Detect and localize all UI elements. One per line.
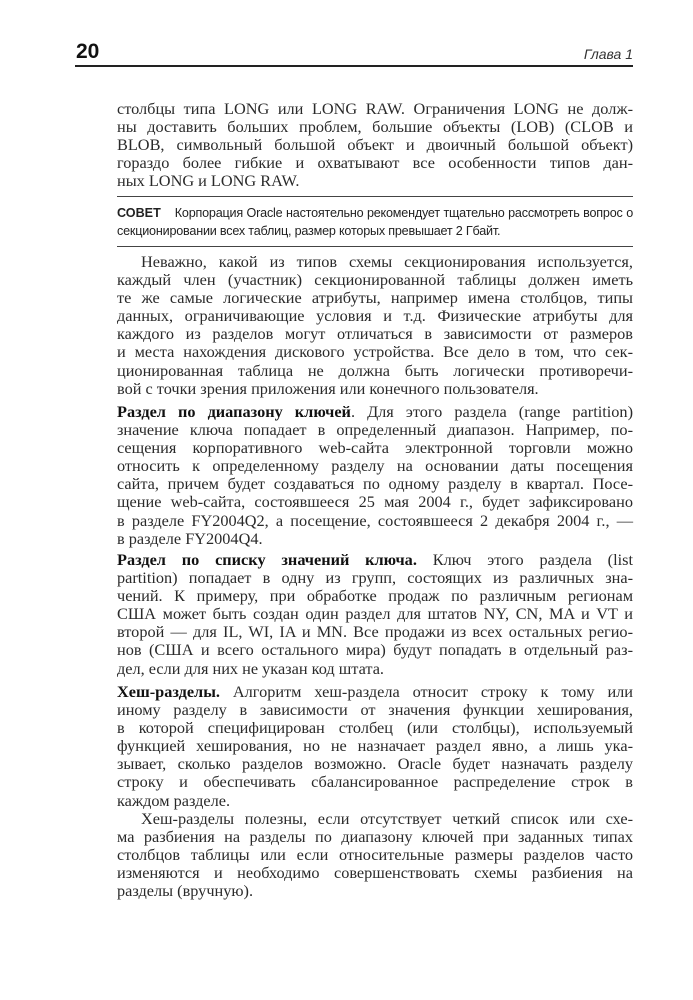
tip-top-rule (117, 196, 633, 197)
text-line: столбцы типа LONG или LONG RAW. Ограничения LONG не долж- (117, 99, 633, 118)
tip-bottom-rule (117, 246, 633, 247)
tip-box (117, 204, 633, 240)
text-line: относить к определенному разделу на основании даты посещения (117, 456, 633, 476)
text-line (117, 403, 633, 421)
text-line: сайта, причем будет создаваться по одному разделу в квартал. Посе- (117, 474, 633, 494)
paragraph-list-partition (117, 551, 633, 678)
paragraph-lob (117, 100, 633, 190)
text-line: Неважно, какой из типов схемы секционирования используется, (141, 252, 633, 271)
tip-line-1 (117, 204, 633, 222)
run-in-heading: Хеш-разделы. (117, 682, 220, 701)
text-line: иному разделу в зависимости от значения функции хеширования, (117, 700, 633, 720)
text-line: каждого из разделов могут отличаться в зависимости от размеров (117, 324, 633, 344)
text-line: ма разбиения на разделы по диапазону ключей при заданных типах (117, 827, 633, 847)
tip-line-2: секционировании всех таблиц, размер которых превышает 2 Гбайт. (117, 224, 501, 238)
paragraph-hash-usage (117, 810, 633, 900)
text-line: зывает, сколько разделов возможно. Oracle будет назначать разделу (117, 754, 633, 774)
text-line: ных LONG и LONG RAW. (117, 171, 300, 191)
text-line: ционированная таблица не должна быть логически противоречи- (117, 360, 633, 380)
text-line (117, 551, 633, 569)
header-rule (75, 65, 633, 67)
text-line: разделы (вручную). (117, 881, 254, 901)
run-in-heading: Раздел по списку значений ключа. (117, 550, 417, 569)
text-line: гораздо более гибкие и охватывают все особенности типов дан- (117, 153, 633, 173)
text-line: столбцов таблицы или если относительные размеры разделов часто (117, 845, 633, 865)
page-number: 20 (76, 40, 100, 63)
text-line: в разделе FY2004Q4. (117, 528, 263, 548)
tip-label: СОВЕТ (117, 206, 161, 220)
text-line: значение ключа попадает в определенный диапазон. Например, по- (117, 420, 633, 440)
text-line: partition) попадает в одну из групп, состоящих из различных зна- (117, 568, 633, 588)
text-line: второй — для IL, WI, IA и MN. Все продажи из всех остальных регио- (117, 622, 633, 642)
text-line: каждый член (участник) секционированной таблицы должен иметь (117, 270, 633, 290)
text-line: вой с точки зрения приложения или конечного пользователя. (117, 378, 539, 398)
text-line: каждом разделе. (117, 790, 231, 810)
text-run: Алгоритм хеш-раздела относит строку к тому или (219, 682, 633, 701)
text-line: щение web-сайта, состоявшееся 25 мая 2004 г., будет зафиксировано (117, 492, 633, 512)
text-line: изменяются и необходимо совершенствовать схемы разбиения на (117, 863, 633, 883)
text-line: функцией хеширования, но не назначает раздел явно, а лишь ука- (117, 736, 633, 756)
text-line: США может быть создан один раздел для штатов NY, CN, MA и VT и (117, 604, 633, 624)
chapter-title: Глава 1 (583, 46, 633, 62)
text-run: Ключ этого раздела (list (416, 550, 633, 569)
text-line: те же самые логические атрибуты, например имена столбцов, типы (117, 288, 633, 308)
text-line: данных, ограничивающие условия и т.д. Физические атрибуты для (117, 306, 633, 326)
text-line: BLOB, символьный большой объект и двоичный большой объект) (117, 135, 633, 155)
text-line: сещения корпоративного web-сайта электронной торговли можно (117, 438, 633, 458)
text-line: в которой специфицирован столбец (или столбцы), используемый (117, 718, 633, 738)
text-line: дел, если для них не указан код штата. (117, 658, 385, 678)
text-line (117, 683, 633, 701)
text-line: нов (США и всего остального мира) будут попадать в отдельный раз- (117, 640, 633, 660)
text-line: и места нахождения дискового устройства. Все дело в том, что сек- (117, 342, 633, 362)
text-line: в разделе FY2004Q2, а посещение, состоявшееся 2 декабря 2004 г., — (117, 510, 633, 530)
text-line: ны доставить больших проблем, большие объекты (LOB) (CLOB и (117, 117, 633, 137)
paragraph-partition-attributes (117, 253, 633, 398)
tip-text: Корпорация Oracle настоятельно рекомендует тщательно рассмотреть вопрос о (174, 206, 633, 220)
run-in-heading: Раздел по диапазону ключей (117, 402, 351, 421)
paragraph-hash-partition (117, 683, 633, 810)
text-line: Хеш-разделы полезны, если отсутствует четкий список или схе- (141, 809, 633, 828)
paragraph-range-partition (117, 403, 633, 548)
text-line: строку и обеспечивать сбалансированное распределение строк в (117, 772, 633, 792)
text-run: . Для этого раздела (range partition) (350, 402, 633, 421)
text-line: чений. К примеру, при обработке продаж по различным регионам (117, 586, 633, 606)
